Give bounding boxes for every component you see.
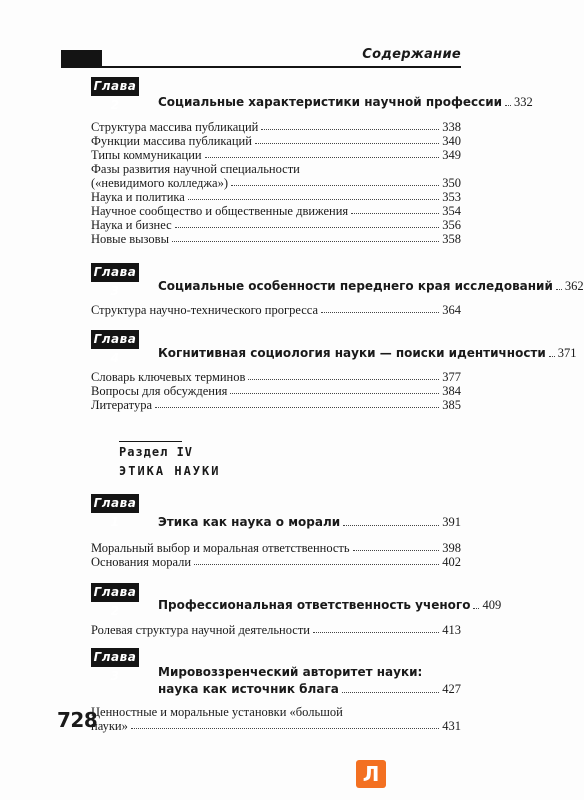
toc-item-page: 349 bbox=[442, 148, 461, 162]
toc-item-page: 364 bbox=[442, 303, 461, 317]
leader-dots bbox=[131, 728, 439, 729]
toc-item-page: 350 bbox=[442, 176, 461, 190]
toc-item-title: Типы коммуникации bbox=[91, 148, 202, 162]
leader-dots bbox=[261, 129, 439, 130]
toc-item-page: 356 bbox=[442, 218, 461, 232]
chapter-badge: Глава 1 bbox=[91, 494, 139, 513]
toc-item-title: Наука и бизнес bbox=[91, 218, 172, 232]
leader-dots bbox=[343, 525, 439, 526]
leader-dots bbox=[505, 105, 511, 106]
toc-item-page: 398 bbox=[442, 541, 461, 555]
toc-item[interactable] bbox=[91, 120, 461, 134]
toc-item-page: 358 bbox=[442, 232, 461, 246]
section-title: ЭТИКА НАУКИ bbox=[119, 464, 221, 478]
toc-item-title-line1[interactable]: Ценностные и моральные установки «большой bbox=[91, 705, 343, 719]
page-number: 728 bbox=[57, 708, 98, 732]
chapter-page: 332 bbox=[514, 95, 533, 109]
chapter-page: 371 bbox=[557, 346, 577, 360]
toc-item-page: 431 bbox=[442, 719, 461, 733]
toc-item-title: Наука и политика bbox=[91, 190, 185, 204]
toc-item[interactable] bbox=[91, 541, 461, 555]
leader-dots bbox=[321, 312, 439, 313]
toc-item[interactable] bbox=[91, 623, 461, 637]
toc-item-page: 413 bbox=[442, 623, 461, 637]
leader-dots bbox=[231, 185, 439, 186]
toc-item[interactable] bbox=[91, 232, 461, 246]
toc-item[interactable] bbox=[91, 303, 461, 317]
toc-item-title-line2: («невидимого колледжа») bbox=[91, 176, 228, 190]
toc-item-title: Структура научно-технического прогресса bbox=[91, 303, 319, 317]
toc-item-title-line1[interactable]: Фазы развития научной специальности bbox=[91, 162, 300, 176]
leader-dots bbox=[549, 356, 555, 357]
toc-item[interactable] bbox=[91, 134, 461, 148]
toc-item-title: Структура массива публикаций bbox=[91, 120, 259, 134]
leader-dots bbox=[556, 289, 562, 290]
leader-dots bbox=[248, 379, 439, 380]
toc-item[interactable] bbox=[91, 204, 461, 218]
toc-item-page: 377 bbox=[442, 370, 461, 384]
leader-dots bbox=[255, 143, 439, 144]
chapter-title: Этика как наука о морали bbox=[158, 515, 341, 529]
chapter-page: 409 bbox=[482, 598, 502, 612]
chapter-badge: Глава 2 bbox=[91, 77, 139, 96]
chapter-title: Когнитивная социология науки — поиски идентичности bbox=[158, 346, 546, 360]
toc-item-page: 402 bbox=[442, 555, 461, 569]
litres-logo-icon: Л bbox=[356, 760, 386, 788]
chapter-entry[interactable] bbox=[158, 94, 533, 110]
toc-item-title: Новые вызовы bbox=[91, 232, 169, 246]
toc-item-title: Основания морали bbox=[91, 555, 192, 569]
toc-item[interactable] bbox=[91, 148, 461, 162]
leader-dots bbox=[342, 692, 439, 693]
leader-dots bbox=[230, 393, 439, 394]
chapter-title-line2: наука как источник блага bbox=[158, 682, 339, 696]
chapter-badge: Глава 2 bbox=[91, 583, 139, 602]
chapter-title: Мировоззренческий авторитет науки: bbox=[158, 665, 423, 679]
chapter-entry[interactable] bbox=[158, 681, 461, 697]
leader-dots bbox=[172, 241, 439, 242]
chapter-page: 362 bbox=[564, 279, 584, 293]
leader-dots bbox=[194, 564, 439, 565]
toc-item-title: Моральный выбор и моральная ответственность bbox=[91, 541, 350, 555]
toc-item-page: 338 bbox=[442, 120, 461, 134]
toc-item-title: Словарь ключевых терминов bbox=[91, 370, 246, 384]
toc-item[interactable] bbox=[91, 398, 461, 412]
chapter-badge: Глава 3 bbox=[91, 263, 139, 282]
chapter-badge: Глава 3 bbox=[91, 648, 139, 667]
chapter-page: 391 bbox=[442, 515, 461, 529]
toc-item[interactable] bbox=[91, 719, 461, 733]
chapter-badge: Глава 4 bbox=[91, 330, 139, 349]
leader-dots bbox=[353, 550, 440, 551]
chapter-title: Профессиональная ответственность ученого bbox=[158, 598, 471, 612]
toc-item-page: 354 bbox=[442, 204, 461, 218]
leader-dots bbox=[155, 407, 439, 408]
leader-dots bbox=[205, 157, 440, 158]
toc-item-page: 384 bbox=[442, 384, 461, 398]
chapter-title: Социальные характеристики научной профессии bbox=[158, 95, 503, 109]
header-bar bbox=[61, 50, 102, 67]
leader-dots bbox=[473, 608, 479, 609]
toc-item-page: 385 bbox=[442, 398, 461, 412]
toc-item[interactable] bbox=[91, 555, 461, 569]
chapter-entry[interactable] bbox=[158, 514, 461, 530]
toc-item-page: 340 bbox=[442, 134, 461, 148]
leader-dots bbox=[188, 199, 439, 200]
toc-item-page: 353 bbox=[442, 190, 461, 204]
leader-dots bbox=[313, 632, 439, 633]
toc-item-title: Научное сообщество и общественные движения bbox=[91, 204, 349, 218]
toc-item[interactable] bbox=[91, 384, 461, 398]
toc-item-title-line2: науки» bbox=[91, 719, 128, 733]
leader-dots bbox=[351, 213, 439, 214]
chapter-entry[interactable] bbox=[158, 345, 577, 361]
chapter-entry[interactable] bbox=[158, 597, 502, 613]
chapter-page: 427 bbox=[442, 682, 461, 696]
chapter-title-line1[interactable] bbox=[158, 664, 461, 680]
chapter-title: Социальные особенности переднего края исследований bbox=[158, 279, 553, 293]
running-header: Содержание bbox=[362, 47, 461, 62]
section-rule bbox=[119, 441, 182, 442]
leader-dots bbox=[175, 227, 440, 228]
toc-item-title: Ролевая структура научной деятельности bbox=[91, 623, 311, 637]
toc-item[interactable] bbox=[91, 218, 461, 232]
toc-item-title: Функции массива публикаций bbox=[91, 134, 252, 148]
toc-item[interactable] bbox=[91, 190, 461, 204]
toc-item[interactable] bbox=[91, 176, 461, 190]
section-label: Раздел IV bbox=[119, 445, 194, 459]
toc-item-title: Вопросы для обсуждения bbox=[91, 384, 228, 398]
chapter-entry[interactable] bbox=[158, 278, 584, 294]
header-rule bbox=[61, 66, 461, 68]
toc-item[interactable] bbox=[91, 370, 461, 384]
toc-item-title: Литература bbox=[91, 398, 152, 412]
